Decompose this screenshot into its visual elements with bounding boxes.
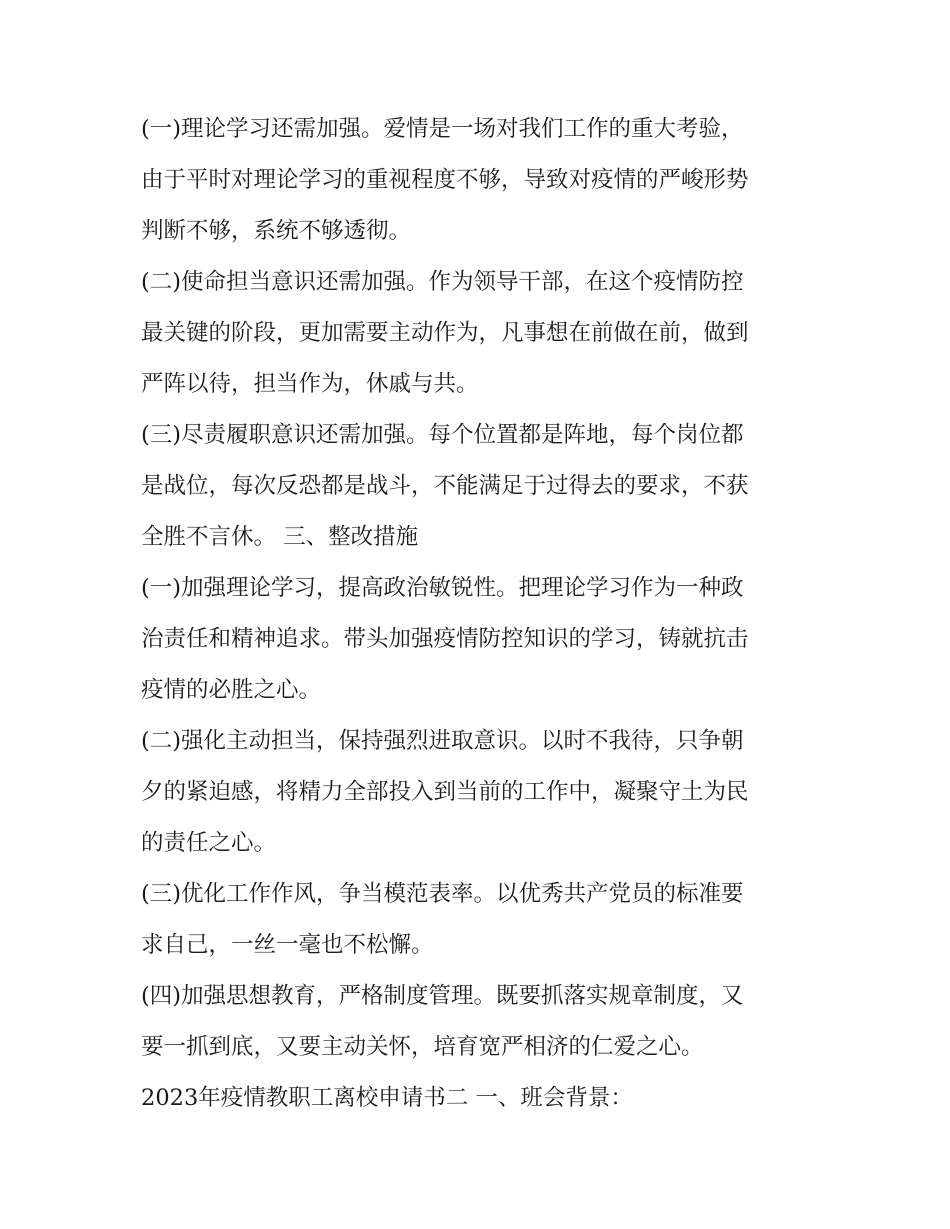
text-line-2: 由于平时对理论学习的重视程度不够，导致对疫情的严峻形势 <box>141 167 749 193</box>
text-line-1: (一)理论学习还需加强。爱情是一场对我们工作的重大考验， <box>141 116 744 142</box>
text-line-15: 的责任之心。 <box>141 830 277 856</box>
document-body <box>141 104 813 1124</box>
text-line-5: 最关键的阶段，更加需要主动作为，凡事想在前做在前，做到 <box>141 320 749 346</box>
text-line-17: 求自己，一丝一毫也不松懈。 <box>141 932 434 958</box>
text-line-11: 治责任和精神追求。带头加强疫情防控知识的学习，铸就抗击 <box>141 626 749 652</box>
text-line-20: 2023年疫情教职工离校申请书二 一、班会背景： <box>141 1085 633 1111</box>
text-line-16: (三)优化工作作风，争当模范表率。以优秀共产党员的标准要 <box>141 881 744 907</box>
text-line-8: 是战位，每次反恐都是战斗，不能满足于过得去的要求，不获 <box>141 473 749 499</box>
text-line-6: 严阵以待，担当作为，休戚与共。 <box>141 371 479 397</box>
text-line-3: 判断不够，系统不够透彻。 <box>141 218 412 244</box>
text-line-10: (一)加强理论学习，提高政治敏锐性。把理论学习作为一种政 <box>141 575 744 601</box>
text-line-4: (二)使命担当意识还需加强。作为领导干部，在这个疫情防控 <box>141 269 744 295</box>
text-line-12: 疫情的必胜之心。 <box>141 677 322 703</box>
text-line-9: 全胜不言休。 三、整改措施 <box>141 524 419 550</box>
text-line-7: (三)尽责履职意识还需加强。每个位置都是阵地，每个岗位都 <box>141 422 744 448</box>
text-line-18: (四)加强思想教育，严格制度管理。既要抓落实规章制度，又 <box>141 983 744 1009</box>
text-line-14: 夕的紧迫感，将精力全部投入到当前的工作中，凝聚守土为民 <box>141 779 749 805</box>
text-line-19: 要一抓到底，又要主动关怀，培育宽严相济的仁爱之心。 <box>141 1034 704 1060</box>
text-line-13: (二)强化主动担当，保持强烈进取意识。以时不我待，只争朝 <box>141 728 744 754</box>
